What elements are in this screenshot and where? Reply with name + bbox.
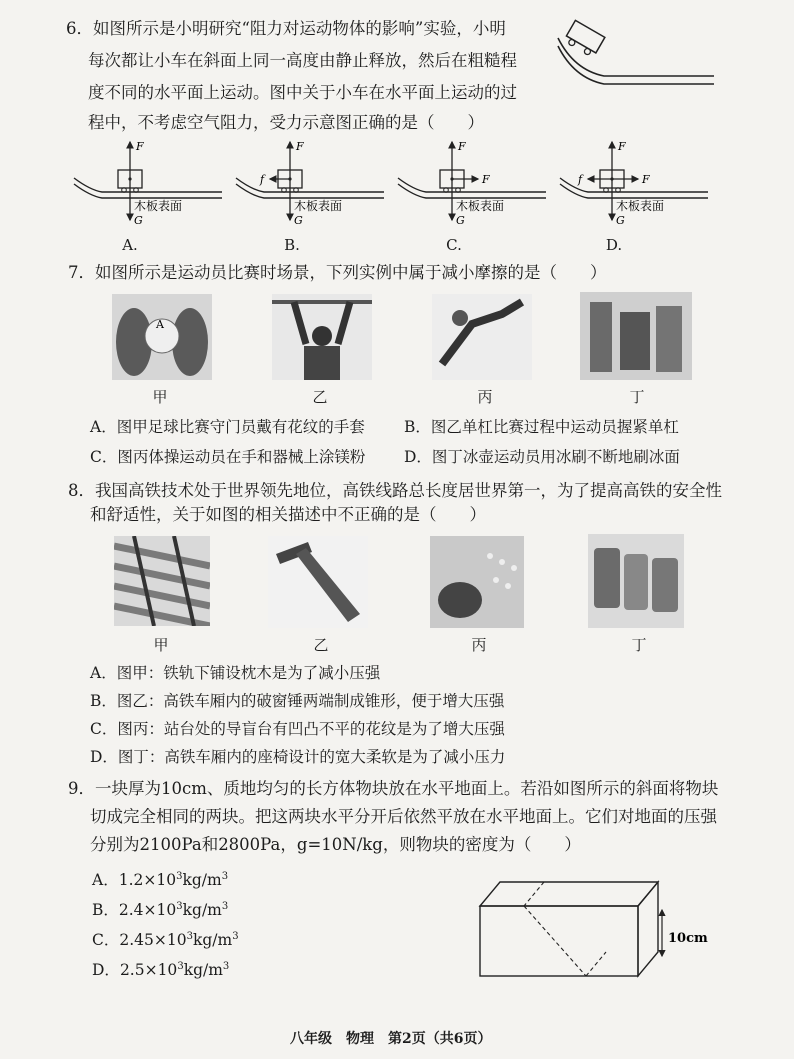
q7-caption-jia: 甲 [152,388,168,406]
q7-caption-ding: 丁 [629,388,645,406]
q8-line-2: 和舒适性，关于如图的相关描述中不正确的是（ ） [90,505,486,524]
force-diagram-c [396,134,546,232]
label-F: F [136,140,144,153]
q9-option-a: A．$1.2\times 10^3kg/m^3$ [92,871,229,890]
q8-option-a: A．图甲：铁轨下铺设枕木是为了减小压强 [90,664,381,682]
q7-option-a: A．图甲足球比赛守门员戴有花纹的手套 [90,418,365,436]
q6-line-1: 6．如图所示是小明研究“阻力对运动物体的影响”实验，小明 [66,19,506,38]
label-F: F [458,140,466,153]
block-figure [474,876,714,988]
label-F: F [618,140,626,153]
q9-line-1: 9．一块厚为10cm、质地均匀的长方体物块放在水平地面上。若沿如图所示的斜面将物块 [68,779,719,798]
photo-horizontal-bar [272,294,372,380]
photo-tactile-paving [430,536,524,628]
photo-railway-sleepers [114,536,210,626]
q6-line-3: 度不同的水平面上运动。图中关于小车在水平面上运动的过 [88,83,517,102]
surface-label: 木板表面 [134,199,183,213]
label-G: G [616,214,625,227]
q6-option-c: C. [446,236,462,254]
force-diagram-b [234,134,384,232]
force-diagram-a [72,134,222,232]
q7-option-c: C．图丙体操运动员在手和器械上涂镁粉 [90,448,366,466]
photo-curling [580,292,692,380]
dimension-label: 10cm [668,931,708,946]
q8-option-d: D．图丁：高铁车厢内的座椅设计的宽大柔软是为了减小压力 [90,748,506,766]
q6-option-d: D. [605,236,623,254]
photo-gymnast [432,294,532,380]
q9-line-2: 切成完全相同的两块。把这两块水平分开后依然平放在水平地面上。它们对地面的压强 [90,807,717,826]
label-F-right: F [642,173,650,186]
photo-goalkeeper-gloves [112,294,212,380]
photo-window-hammer [268,536,368,628]
surface-label: 木板表面 [616,199,665,213]
q6-option-b: B. [284,236,300,254]
q8-caption-bing: 丙 [471,636,487,654]
q7-caption-yi: 乙 [312,388,328,406]
q8-caption-jia: 甲 [153,636,169,654]
label-f: f [578,173,583,186]
q9-option-c: C．$2.45\times 10^3kg/m^3$ [92,931,239,950]
q8-caption-yi: 乙 [313,636,329,654]
label-G: G [294,214,303,227]
label-f: f [260,173,265,186]
q6-option-a: A. [122,236,138,254]
q6-line-4: 程中，不考虑空气阻力，受力示意图正确的是（ ） [88,113,484,132]
force-diagram-d [558,134,708,232]
photo-train-seats [588,534,684,628]
q7-caption-bing: 丙 [477,388,493,406]
q7-option-b: B．图乙单杠比赛过程中运动员握紧单杠 [404,418,679,436]
q6-line-2: 每次都让小车在斜面上同一高度由静止释放，然后在粗糙程 [88,51,517,70]
q9-option-d: D．$2.5\times 10^3kg/m^3$ [92,961,230,980]
page-footer: 八年级 物理 第2页（共6页） [290,1031,492,1047]
q8-option-c: C．图丙：站台处的导盲台有凹凸不平的花纹是为了增大压强 [90,720,505,738]
q9-line-3: 分别为2100Pa和2800Pa，g=10N/kg，则物块的密度为（ ） [90,835,581,854]
surface-label: 木板表面 [294,199,343,213]
surface-label: 木板表面 [456,199,505,213]
incline-cart-figure [556,18,716,86]
q8-option-b: B．图乙：高铁车厢内的破窗锤两端制成锥形，便于增大压强 [90,692,505,710]
svg-text:A: A [156,318,164,331]
label-G: G [134,214,143,227]
q8-caption-ding: 丁 [631,636,647,654]
label-F-right: F [482,173,490,186]
q9-option-b: B．$2.4\times 10^3kg/m^3$ [92,901,229,920]
label-F: F [296,140,304,153]
q7-option-d: D．图丁冰壶运动员用冰刷不断地刷冰面 [404,448,680,466]
q7-stem: 7．如图所示是运动员比赛时场景，下列实例中属于减小摩擦的是（ ） [68,263,607,282]
label-G: G [456,214,465,227]
q8-line-1: 8．我国高铁技术处于世界领先地位，高铁线路总长度居世界第一，为了提高高铁的安全性 [68,481,722,500]
